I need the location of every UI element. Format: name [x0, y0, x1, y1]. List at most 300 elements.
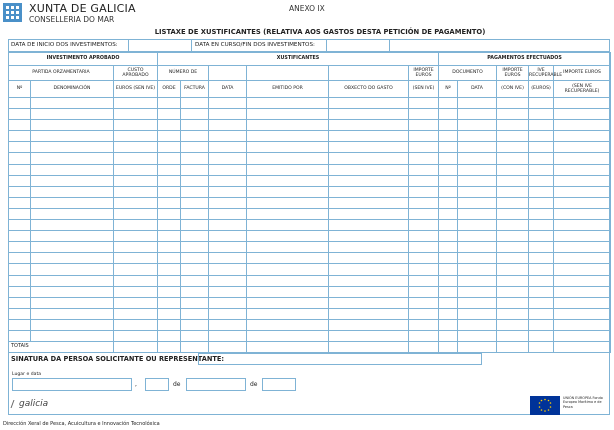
table-cell[interactable] [9, 330, 31, 341]
table-cell[interactable] [497, 297, 529, 308]
table-cell[interactable] [114, 231, 158, 242]
table-cell[interactable] [114, 175, 158, 186]
total-cell[interactable] [554, 342, 611, 353]
table-cell[interactable] [158, 286, 181, 297]
table-cell[interactable] [529, 220, 554, 231]
table-cell[interactable] [409, 153, 439, 164]
table-cell[interactable] [9, 197, 31, 208]
table-cell[interactable] [114, 142, 158, 153]
table-cell[interactable] [114, 297, 158, 308]
table-cell[interactable] [409, 275, 439, 286]
table-cell[interactable] [458, 208, 497, 219]
table-cell[interactable] [114, 208, 158, 219]
table-cell[interactable] [458, 220, 497, 231]
table-cell[interactable] [409, 264, 439, 275]
table-cell[interactable] [114, 319, 158, 330]
table-cell[interactable] [439, 264, 458, 275]
table-cell[interactable] [497, 220, 529, 231]
table-cell[interactable] [439, 142, 458, 153]
table-cell[interactable] [158, 175, 181, 186]
table-cell[interactable] [329, 120, 409, 131]
table-cell[interactable] [209, 153, 247, 164]
table-cell[interactable] [439, 109, 458, 120]
table-cell[interactable] [31, 286, 114, 297]
table-cell[interactable] [458, 308, 497, 319]
table-cell[interactable] [497, 319, 529, 330]
table-cell[interactable] [181, 186, 209, 197]
table-cell[interactable] [114, 186, 158, 197]
table-cell[interactable] [247, 175, 329, 186]
table-cell[interactable] [329, 186, 409, 197]
table-cell[interactable] [554, 330, 611, 341]
table-cell[interactable] [247, 264, 329, 275]
table-cell[interactable] [181, 275, 209, 286]
table-cell[interactable] [409, 231, 439, 242]
table-cell[interactable] [329, 253, 409, 264]
table-cell[interactable] [209, 109, 247, 120]
table-cell[interactable] [31, 131, 114, 142]
table-cell[interactable] [158, 275, 181, 286]
table-cell[interactable] [158, 142, 181, 153]
table-cell[interactable] [158, 164, 181, 175]
table-cell[interactable] [554, 220, 611, 231]
table-cell[interactable] [458, 109, 497, 120]
table-cell[interactable] [158, 153, 181, 164]
table-cell[interactable] [329, 330, 409, 341]
table-cell[interactable] [31, 186, 114, 197]
table-cell[interactable] [554, 153, 611, 164]
table-cell[interactable] [114, 164, 158, 175]
table-cell[interactable] [9, 109, 31, 120]
table-cell[interactable] [158, 120, 181, 131]
table-cell[interactable] [458, 98, 497, 109]
table-cell[interactable] [9, 131, 31, 142]
table-cell[interactable] [497, 286, 529, 297]
table-cell[interactable] [158, 131, 181, 142]
table-cell[interactable] [409, 220, 439, 231]
table-cell[interactable] [329, 286, 409, 297]
table-cell[interactable] [497, 330, 529, 341]
table-cell[interactable] [439, 153, 458, 164]
table-cell[interactable] [458, 231, 497, 242]
table-cell[interactable] [439, 308, 458, 319]
table-cell[interactable] [31, 208, 114, 219]
table-cell[interactable] [458, 164, 497, 175]
table-cell[interactable] [497, 242, 529, 253]
table-cell[interactable] [9, 175, 31, 186]
table-cell[interactable] [247, 231, 329, 242]
table-cell[interactable] [181, 297, 209, 308]
table-cell[interactable] [247, 164, 329, 175]
table-cell[interactable] [9, 231, 31, 242]
table-cell[interactable] [554, 98, 611, 109]
table-cell[interactable] [529, 297, 554, 308]
table-cell[interactable] [439, 286, 458, 297]
table-cell[interactable] [439, 131, 458, 142]
table-cell[interactable] [497, 98, 529, 109]
table-cell[interactable] [458, 264, 497, 275]
table-cell[interactable] [409, 109, 439, 120]
table-cell[interactable] [209, 186, 247, 197]
table-cell[interactable] [329, 197, 409, 208]
table-cell[interactable] [554, 131, 611, 142]
table-cell[interactable] [114, 120, 158, 131]
table-cell[interactable] [409, 197, 439, 208]
table-cell[interactable] [329, 220, 409, 231]
table-cell[interactable] [247, 286, 329, 297]
table-cell[interactable] [329, 319, 409, 330]
table-cell[interactable] [9, 142, 31, 153]
table-cell[interactable] [9, 98, 31, 109]
table-cell[interactable] [114, 220, 158, 231]
table-cell[interactable] [31, 264, 114, 275]
table-cell[interactable] [497, 142, 529, 153]
table-cell[interactable] [409, 330, 439, 341]
table-cell[interactable] [529, 142, 554, 153]
table-cell[interactable] [181, 153, 209, 164]
table-cell[interactable] [554, 164, 611, 175]
table-cell[interactable] [409, 98, 439, 109]
table-cell[interactable] [31, 142, 114, 153]
table-cell[interactable] [554, 109, 611, 120]
table-cell[interactable] [181, 131, 209, 142]
table-cell[interactable] [247, 142, 329, 153]
table-cell[interactable] [458, 131, 497, 142]
table-cell[interactable] [181, 264, 209, 275]
table-cell[interactable] [529, 264, 554, 275]
table-cell[interactable] [247, 153, 329, 164]
table-cell[interactable] [158, 253, 181, 264]
start-date-field[interactable] [128, 39, 192, 52]
total-cell[interactable] [529, 342, 554, 353]
table-cell[interactable] [158, 231, 181, 242]
table-cell[interactable] [409, 142, 439, 153]
table-cell[interactable] [181, 120, 209, 131]
table-cell[interactable] [529, 253, 554, 264]
year-field[interactable] [262, 378, 296, 391]
table-cell[interactable] [439, 253, 458, 264]
table-cell[interactable] [554, 175, 611, 186]
table-cell[interactable] [31, 120, 114, 131]
table-cell[interactable] [247, 253, 329, 264]
total-cell[interactable] [497, 342, 529, 353]
table-cell[interactable] [554, 264, 611, 275]
table-cell[interactable] [158, 220, 181, 231]
table-cell[interactable] [181, 197, 209, 208]
table-cell[interactable] [247, 220, 329, 231]
table-cell[interactable] [529, 231, 554, 242]
table-cell[interactable] [458, 120, 497, 131]
table-cell[interactable] [158, 264, 181, 275]
table-cell[interactable] [497, 197, 529, 208]
table-cell[interactable] [181, 308, 209, 319]
table-cell[interactable] [247, 308, 329, 319]
table-cell[interactable] [554, 231, 611, 242]
table-cell[interactable] [529, 197, 554, 208]
table-cell[interactable] [497, 308, 529, 319]
table-cell[interactable] [409, 208, 439, 219]
table-cell[interactable] [329, 308, 409, 319]
table-cell[interactable] [114, 242, 158, 253]
table-cell[interactable] [9, 153, 31, 164]
table-cell[interactable] [409, 253, 439, 264]
total-cell[interactable] [409, 342, 439, 353]
table-cell[interactable] [31, 275, 114, 286]
table-cell[interactable] [329, 264, 409, 275]
table-cell[interactable] [209, 175, 247, 186]
table-cell[interactable] [529, 98, 554, 109]
table-cell[interactable] [31, 253, 114, 264]
table-cell[interactable] [114, 253, 158, 264]
table-cell[interactable] [247, 242, 329, 253]
table-cell[interactable] [247, 186, 329, 197]
table-cell[interactable] [439, 197, 458, 208]
table-cell[interactable] [329, 208, 409, 219]
table-cell[interactable] [529, 275, 554, 286]
table-cell[interactable] [209, 98, 247, 109]
table-cell[interactable] [9, 208, 31, 219]
table-cell[interactable] [439, 175, 458, 186]
table-cell[interactable] [458, 286, 497, 297]
table-cell[interactable] [529, 153, 554, 164]
table-cell[interactable] [209, 220, 247, 231]
table-cell[interactable] [114, 264, 158, 275]
end-date-field[interactable] [326, 39, 390, 52]
table-cell[interactable] [158, 186, 181, 197]
table-cell[interactable] [439, 275, 458, 286]
table-cell[interactable] [458, 297, 497, 308]
table-cell[interactable] [439, 186, 458, 197]
day-field[interactable] [145, 378, 169, 391]
table-cell[interactable] [209, 319, 247, 330]
table-cell[interactable] [31, 109, 114, 120]
table-cell[interactable] [529, 109, 554, 120]
table-cell[interactable] [439, 164, 458, 175]
table-cell[interactable] [181, 142, 209, 153]
table-cell[interactable] [529, 242, 554, 253]
table-cell[interactable] [497, 109, 529, 120]
total-cell[interactable] [114, 342, 158, 353]
table-cell[interactable] [114, 131, 158, 142]
table-cell[interactable] [554, 253, 611, 264]
table-cell[interactable] [247, 208, 329, 219]
table-cell[interactable] [158, 109, 181, 120]
table-cell[interactable] [9, 308, 31, 319]
table-cell[interactable] [529, 186, 554, 197]
month-field[interactable] [186, 378, 246, 391]
table-cell[interactable] [158, 297, 181, 308]
table-cell[interactable] [497, 186, 529, 197]
table-cell[interactable] [439, 208, 458, 219]
table-cell[interactable] [439, 297, 458, 308]
table-cell[interactable] [9, 253, 31, 264]
table-cell[interactable] [554, 120, 611, 131]
table-cell[interactable] [158, 197, 181, 208]
table-cell[interactable] [409, 131, 439, 142]
table-cell[interactable] [554, 142, 611, 153]
table-cell[interactable] [409, 297, 439, 308]
table-cell[interactable] [247, 98, 329, 109]
table-cell[interactable] [209, 208, 247, 219]
table-cell[interactable] [409, 319, 439, 330]
table-cell[interactable] [9, 286, 31, 297]
table-cell[interactable] [458, 275, 497, 286]
table-cell[interactable] [329, 275, 409, 286]
table-cell[interactable] [458, 197, 497, 208]
table-cell[interactable] [181, 164, 209, 175]
table-cell[interactable] [158, 242, 181, 253]
table-cell[interactable] [554, 286, 611, 297]
table-cell[interactable] [158, 319, 181, 330]
table-cell[interactable] [31, 319, 114, 330]
table-cell[interactable] [497, 131, 529, 142]
table-cell[interactable] [529, 164, 554, 175]
table-cell[interactable] [158, 308, 181, 319]
table-cell[interactable] [247, 120, 329, 131]
table-cell[interactable] [158, 208, 181, 219]
table-cell[interactable] [329, 153, 409, 164]
table-cell[interactable] [247, 275, 329, 286]
table-cell[interactable] [181, 253, 209, 264]
table-cell[interactable] [114, 98, 158, 109]
table-cell[interactable] [554, 275, 611, 286]
table-cell[interactable] [409, 120, 439, 131]
signature-field[interactable] [198, 353, 482, 365]
table-cell[interactable] [114, 286, 158, 297]
table-cell[interactable] [497, 208, 529, 219]
table-cell[interactable] [181, 242, 209, 253]
table-cell[interactable] [209, 264, 247, 275]
table-cell[interactable] [439, 98, 458, 109]
table-cell[interactable] [209, 120, 247, 131]
table-cell[interactable] [329, 142, 409, 153]
table-cell[interactable] [458, 186, 497, 197]
table-cell[interactable] [439, 120, 458, 131]
table-cell[interactable] [458, 153, 497, 164]
table-cell[interactable] [529, 131, 554, 142]
table-cell[interactable] [329, 109, 409, 120]
table-cell[interactable] [31, 330, 114, 341]
table-cell[interactable] [247, 131, 329, 142]
table-cell[interactable] [409, 175, 439, 186]
table-cell[interactable] [409, 286, 439, 297]
table-cell[interactable] [458, 253, 497, 264]
table-cell[interactable] [554, 208, 611, 219]
table-cell[interactable] [439, 330, 458, 341]
table-cell[interactable] [439, 242, 458, 253]
table-cell[interactable] [247, 297, 329, 308]
table-cell[interactable] [458, 319, 497, 330]
table-cell[interactable] [114, 308, 158, 319]
table-cell[interactable] [31, 153, 114, 164]
table-cell[interactable] [497, 264, 529, 275]
table-cell[interactable] [9, 164, 31, 175]
table-cell[interactable] [209, 242, 247, 253]
table-cell[interactable] [9, 186, 31, 197]
table-cell[interactable] [158, 98, 181, 109]
table-cell[interactable] [9, 264, 31, 275]
table-cell[interactable] [439, 231, 458, 242]
table-cell[interactable] [247, 197, 329, 208]
table-cell[interactable] [329, 297, 409, 308]
table-cell[interactable] [31, 231, 114, 242]
table-cell[interactable] [529, 208, 554, 219]
table-cell[interactable] [31, 308, 114, 319]
table-cell[interactable] [439, 220, 458, 231]
table-cell[interactable] [554, 308, 611, 319]
table-cell[interactable] [31, 175, 114, 186]
table-cell[interactable] [497, 164, 529, 175]
table-cell[interactable] [329, 175, 409, 186]
table-cell[interactable] [329, 242, 409, 253]
table-cell[interactable] [114, 153, 158, 164]
table-cell[interactable] [409, 186, 439, 197]
table-cell[interactable] [529, 286, 554, 297]
table-cell[interactable] [181, 98, 209, 109]
table-cell[interactable] [181, 231, 209, 242]
table-cell[interactable] [114, 197, 158, 208]
table-cell[interactable] [181, 175, 209, 186]
table-cell[interactable] [554, 242, 611, 253]
table-cell[interactable] [554, 297, 611, 308]
table-cell[interactable] [554, 319, 611, 330]
table-cell[interactable] [529, 319, 554, 330]
table-cell[interactable] [497, 231, 529, 242]
table-cell[interactable] [247, 109, 329, 120]
table-cell[interactable] [497, 275, 529, 286]
table-cell[interactable] [209, 142, 247, 153]
table-cell[interactable] [9, 319, 31, 330]
table-cell[interactable] [181, 319, 209, 330]
table-cell[interactable] [458, 175, 497, 186]
table-cell[interactable] [31, 164, 114, 175]
table-cell[interactable] [209, 197, 247, 208]
table-cell[interactable] [209, 308, 247, 319]
table-cell[interactable] [209, 131, 247, 142]
table-cell[interactable] [158, 330, 181, 341]
table-cell[interactable] [181, 208, 209, 219]
table-cell[interactable] [31, 220, 114, 231]
table-cell[interactable] [409, 164, 439, 175]
table-cell[interactable] [181, 330, 209, 341]
table-cell[interactable] [9, 297, 31, 308]
table-cell[interactable] [31, 197, 114, 208]
table-cell[interactable] [458, 330, 497, 341]
table-cell[interactable] [529, 308, 554, 319]
table-cell[interactable] [181, 220, 209, 231]
table-cell[interactable] [209, 297, 247, 308]
table-cell[interactable] [329, 131, 409, 142]
table-cell[interactable] [114, 330, 158, 341]
table-cell[interactable] [9, 275, 31, 286]
table-cell[interactable] [9, 120, 31, 131]
place-field[interactable] [12, 378, 132, 391]
table-cell[interactable] [409, 308, 439, 319]
table-cell[interactable] [209, 164, 247, 175]
table-cell[interactable] [458, 142, 497, 153]
table-cell[interactable] [9, 220, 31, 231]
table-cell[interactable] [529, 175, 554, 186]
table-cell[interactable] [497, 253, 529, 264]
table-cell[interactable] [31, 98, 114, 109]
table-cell[interactable] [439, 319, 458, 330]
table-cell[interactable] [247, 319, 329, 330]
table-cell[interactable] [458, 242, 497, 253]
table-cell[interactable] [529, 330, 554, 341]
table-cell[interactable] [31, 297, 114, 308]
table-cell[interactable] [329, 98, 409, 109]
table-cell[interactable] [209, 275, 247, 286]
